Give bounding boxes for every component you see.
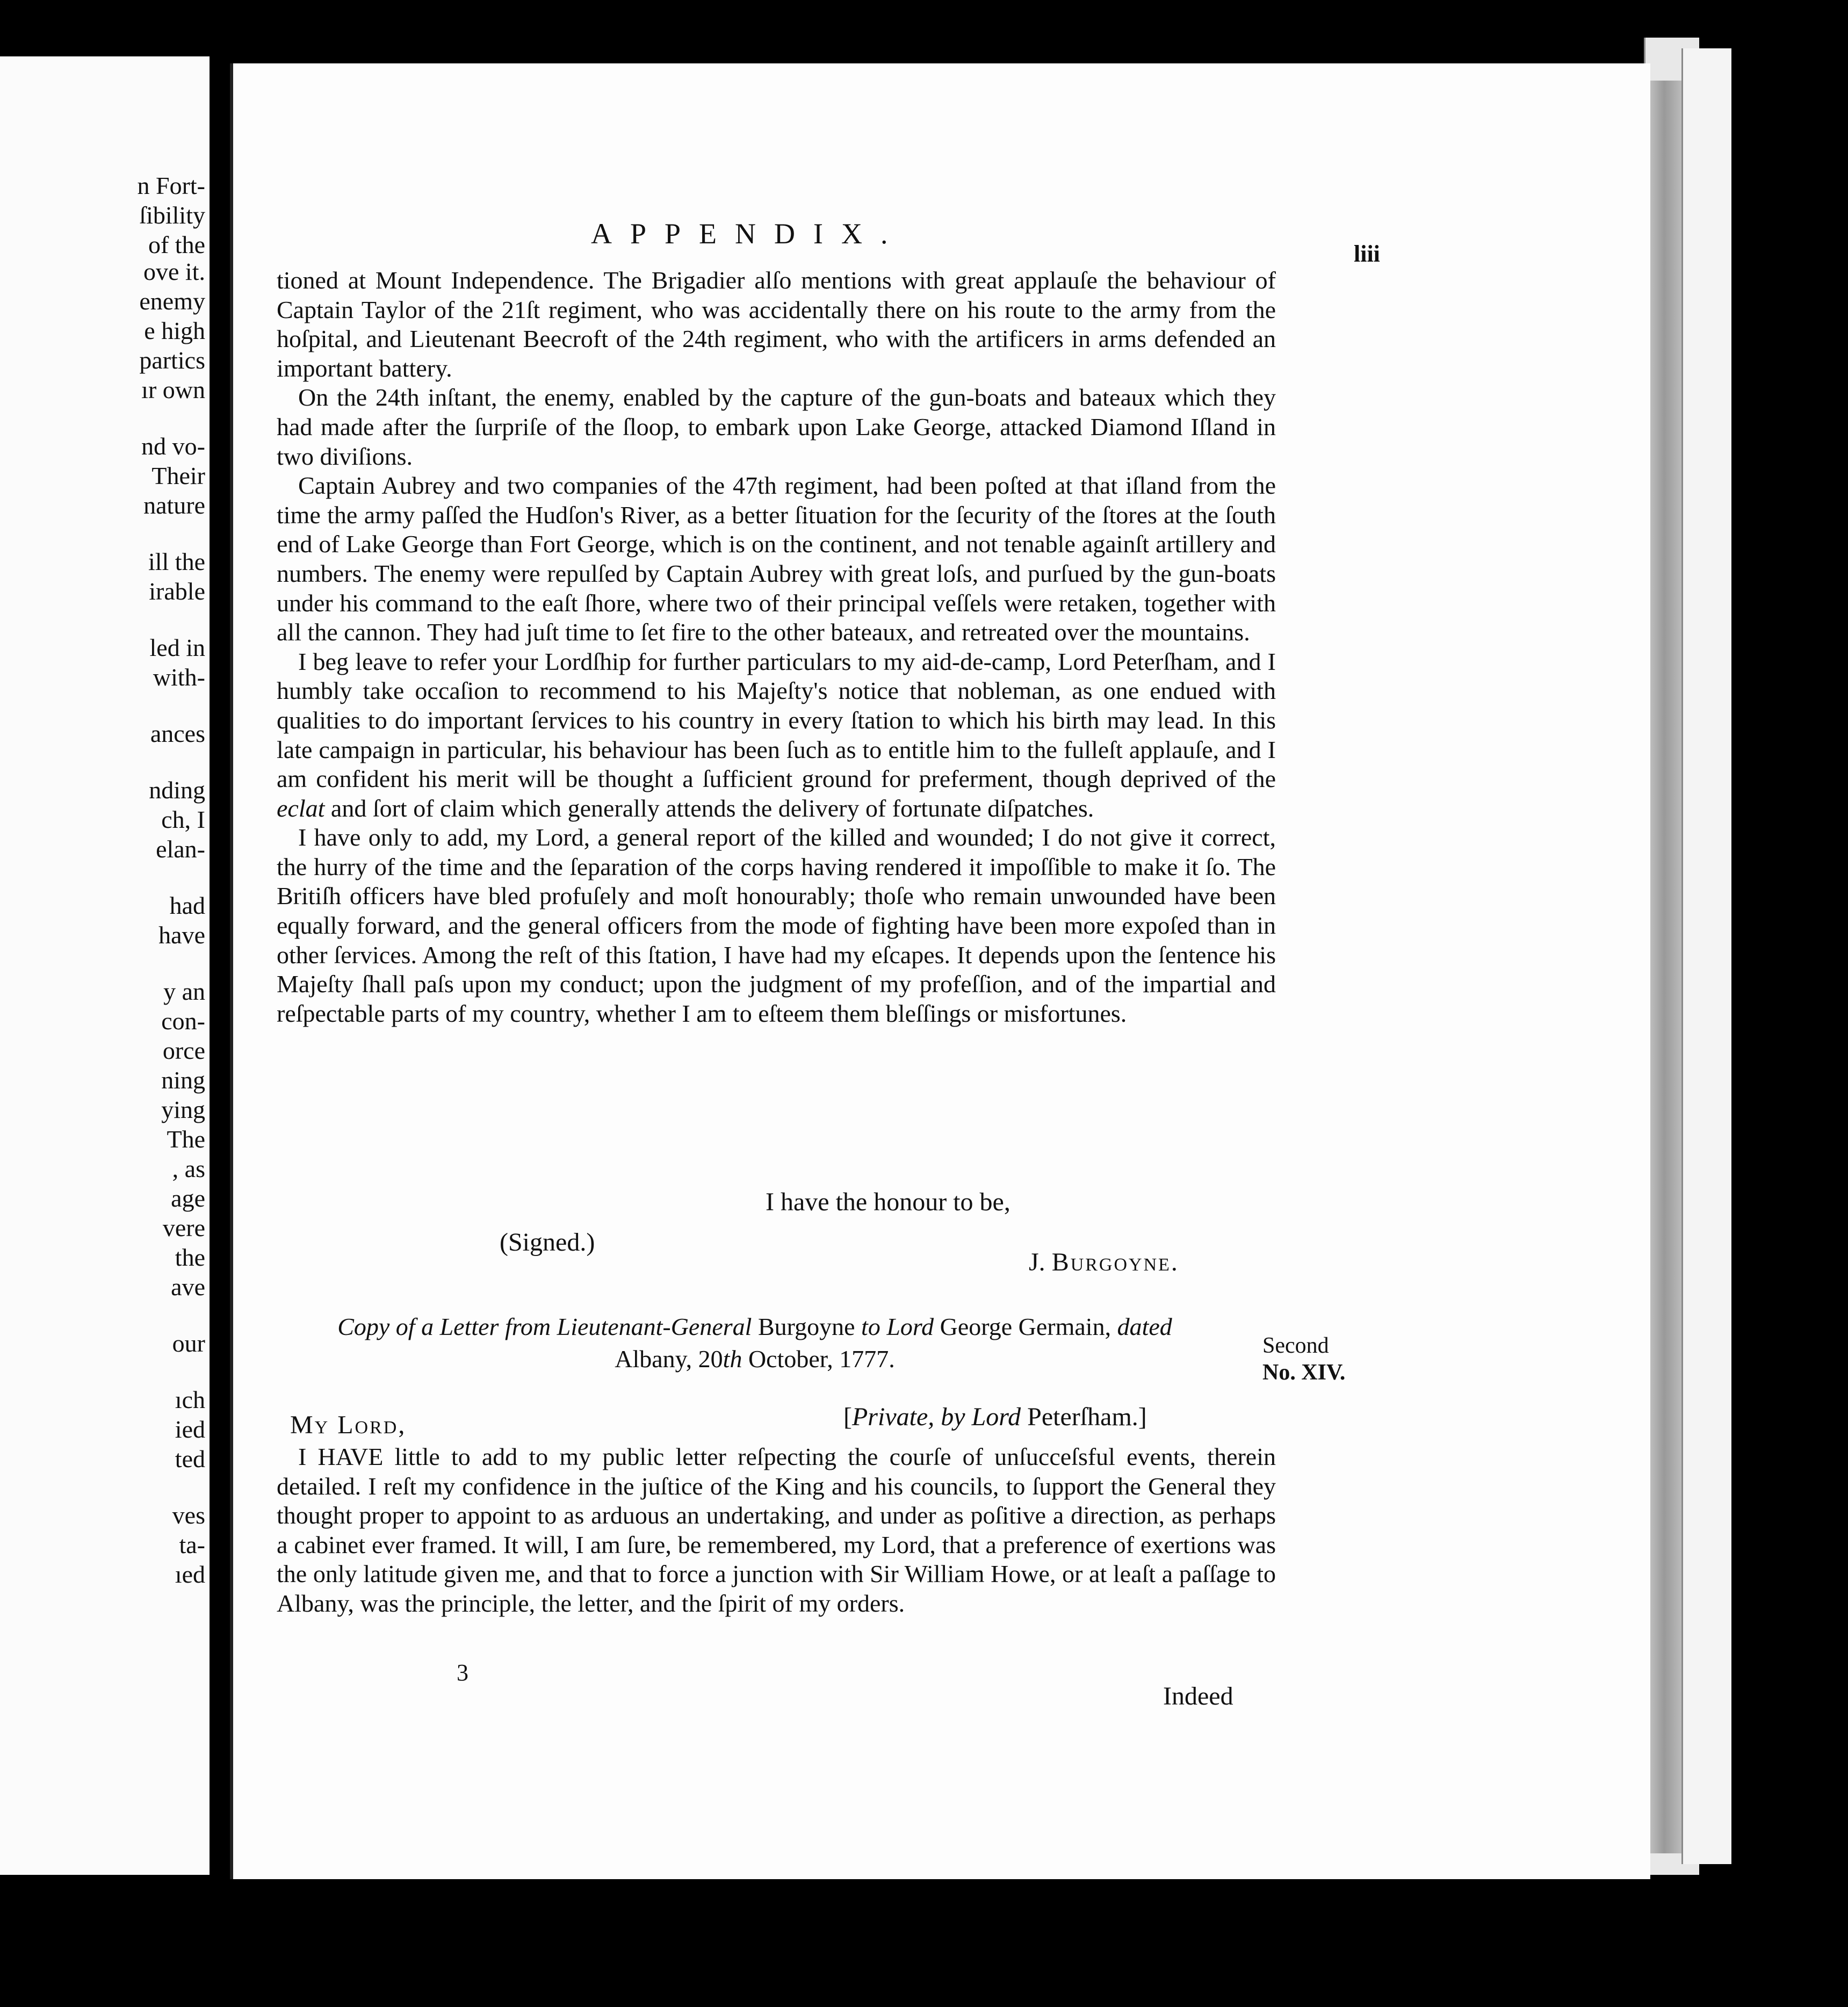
catchword: Indeed [1163,1682,1233,1710]
bracket: [ [843,1403,852,1431]
left-page-line: our [172,1330,205,1357]
paragraph: Captain Aubrey and two companies of the 47th regiment, had been poſted at that iſland from the time the army paſſed the Hudſon's River, as a better ſituation for the ſecurity of the ſtores at the ſouth end of Lake George than Fort George, which is on the continent, and not tenable againſt artillery and numbers. The enemy were repulſed by Captain Aubrey with great loſs, and purſued by the gun-boats under his command to the eaſt ſhore, where two of their principal veſſels were retaken, together with all the cannon. They had juſt time to ſet fire to the other bateaux, and retreated over the mountains. [277,472,1276,646]
left-page-line: , as [172,1155,205,1182]
heading-part: th [723,1345,742,1373]
paragraph-text: and ſort of claim which generally attends the delivery of fortunate diſpatches. [330,794,1094,822]
heading-part: dated [1117,1313,1172,1340]
signature-name: Burgoyne. [1051,1248,1179,1276]
left-page-line: ave [171,1273,205,1301]
left-page-line: ances [150,720,205,747]
left-page-line: vere [162,1214,205,1241]
left-page-line: ying [161,1096,205,1123]
page-number: liii [1354,241,1380,267]
heading-part: Copy of a Letter from Lieutenant-General [337,1313,752,1340]
left-page-line: con- [161,1007,205,1035]
paragraph: On the 24th inſtant, the enemy, enabled by the capture of the gun-boats and bateaux which they had made after the ſurpriſe of the ſloop, to embark upon Lake George, attacked Diamond Iſland in two diviſions. [277,384,1276,470]
left-page-line: had [169,892,205,919]
main-text [277,266,1276,1028]
margin-note [1262,1332,1345,1386]
left-page-line: Their [151,462,205,489]
left-page-line: have [158,921,205,949]
margin-note-line: No. XIV. [1262,1360,1346,1385]
left-page-line: ch, I [161,806,205,833]
left-page-line: n Fort- [137,172,205,199]
letter-text [277,1442,1276,1619]
heading-part: Burgoyne [757,1313,855,1340]
left-page-line: ıch [175,1386,205,1413]
paragraph [277,647,1276,824]
private-note-italic: Private, by Lord [851,1403,1021,1431]
left-page-line: orce [162,1037,205,1064]
heading-part: George Germain, [940,1313,1111,1340]
left-page-line: the [175,1244,205,1271]
heading-part: October, 1777. [748,1345,895,1373]
left-page-line: ır own [141,376,205,403]
left-page-line: ta- [179,1531,205,1558]
left-page-line: The [167,1125,205,1153]
left-page-line: ove it. [143,258,205,285]
left-page-line: nature [143,492,205,519]
left-page-line: ıed [175,1561,205,1588]
salutation: My Lord, [290,1411,407,1439]
signature-mark: 3 [457,1659,468,1686]
running-head: APPENDIX. [591,218,906,250]
left-page-line: with- [153,663,205,691]
left-page-line: e high [144,317,205,344]
left-page-line: age [171,1185,205,1212]
signed-label: (Signed.) [500,1228,595,1257]
private-note [843,1402,1147,1432]
left-page-line: partics [139,346,205,374]
page-edge [1681,48,1731,1864]
left-page-line: ning [161,1066,205,1094]
left-page-line: y an [163,978,205,1005]
italic-word: eclat [277,794,325,822]
private-note-name: Peterſham.] [1027,1403,1147,1431]
paragraph-text: I beg leave to refer your Lordſhip for further particulars to my aid-de-camp, Lord Peterſham, and I humbly take occaſion to recommend to his Majeſty's notice that nobleman, as one endued with qualities to do important ſervices to his country in every ſtation to which his birth may lead. In this late campaign in particular, his behaviour has been ſuch as to entitle him to the fulleſt applauſe, and I am confident his merit will be thought a ſufficient ground for preferment, though deprived of the [277,647,1276,793]
signature-initial: J. [1029,1248,1052,1276]
left-page-line: ſibility [139,201,205,229]
left-page-line: nding [149,776,205,804]
signature [1029,1247,1179,1277]
left-page-line: led in [149,634,205,661]
left-page-line: enemy [139,287,205,315]
paragraph: I HAVE little to add to my public letter reſpecting the courſe of unſucceſsful events, therein detailed. I reſt my confidence in the juſtice of the King and his councils, to ſupport the General they thought proper to appoint to as arduous an undertaking, and under as poſitive a direction, as perhaps a cabinet ever framed. It will, I am ſure, be remembered, my Lord, that a preference of exertions was the only latitude given me, and that to force a junction with Sir William Howe, or at leaſt a paſſage to Albany, was the principle, the letter, and the ſpirit of my orders. [277,1443,1276,1617]
left-page-line: ill the [148,548,205,575]
left-page-line: ied [175,1416,205,1443]
paragraph: tioned at Mount Independence. The Brigadier alſo mentions with great applauſe the behaviour of Captain Taylor of the 21ſt regiment, who was accidentally there on his route to the army from the hoſpital, and Lieutenant Beecroft of the 24th regiment, who with the artificers in arms defended an important battery. [277,266,1276,382]
left-page-line: ves [172,1501,205,1529]
left-facing-page [0,56,210,1875]
paragraph: I have only to add, my Lord, a general report of the killed and wounded; I do not give it correct, the hurry of the time and the ſeparation of the corps having rendered it impoſſible to make it ſo. The Britiſh officers have bled profuſely and moſt honourably; thoſe who remain unwounded have been equally forward, and the general officers from the mode of fighting have been more expoſed than in other ſervices. Among the reſt of this ſtation, I have had my eſcapes. It depends upon the ſentence his Majeſty ſhall paſs upon my conduct; upon the judgment of my profeſſion, and of the impartial and reſpectable parts of my country, whether I am to eſteem them bleſſings or misfortunes. [277,824,1276,1027]
left-page-line: elan- [156,835,205,863]
left-page-line: of the [148,231,205,258]
margin-note-line: Second [1262,1333,1329,1358]
heading-part: to Lord [861,1313,934,1340]
letter-heading [258,1311,1252,1375]
left-page-line: irable [149,577,205,605]
heading-part: Albany, 20 [615,1345,723,1373]
closing-honour: I have the honour to be, [766,1188,1010,1216]
left-page-line: ted [175,1445,205,1472]
left-page-line: nd vo- [141,432,205,460]
